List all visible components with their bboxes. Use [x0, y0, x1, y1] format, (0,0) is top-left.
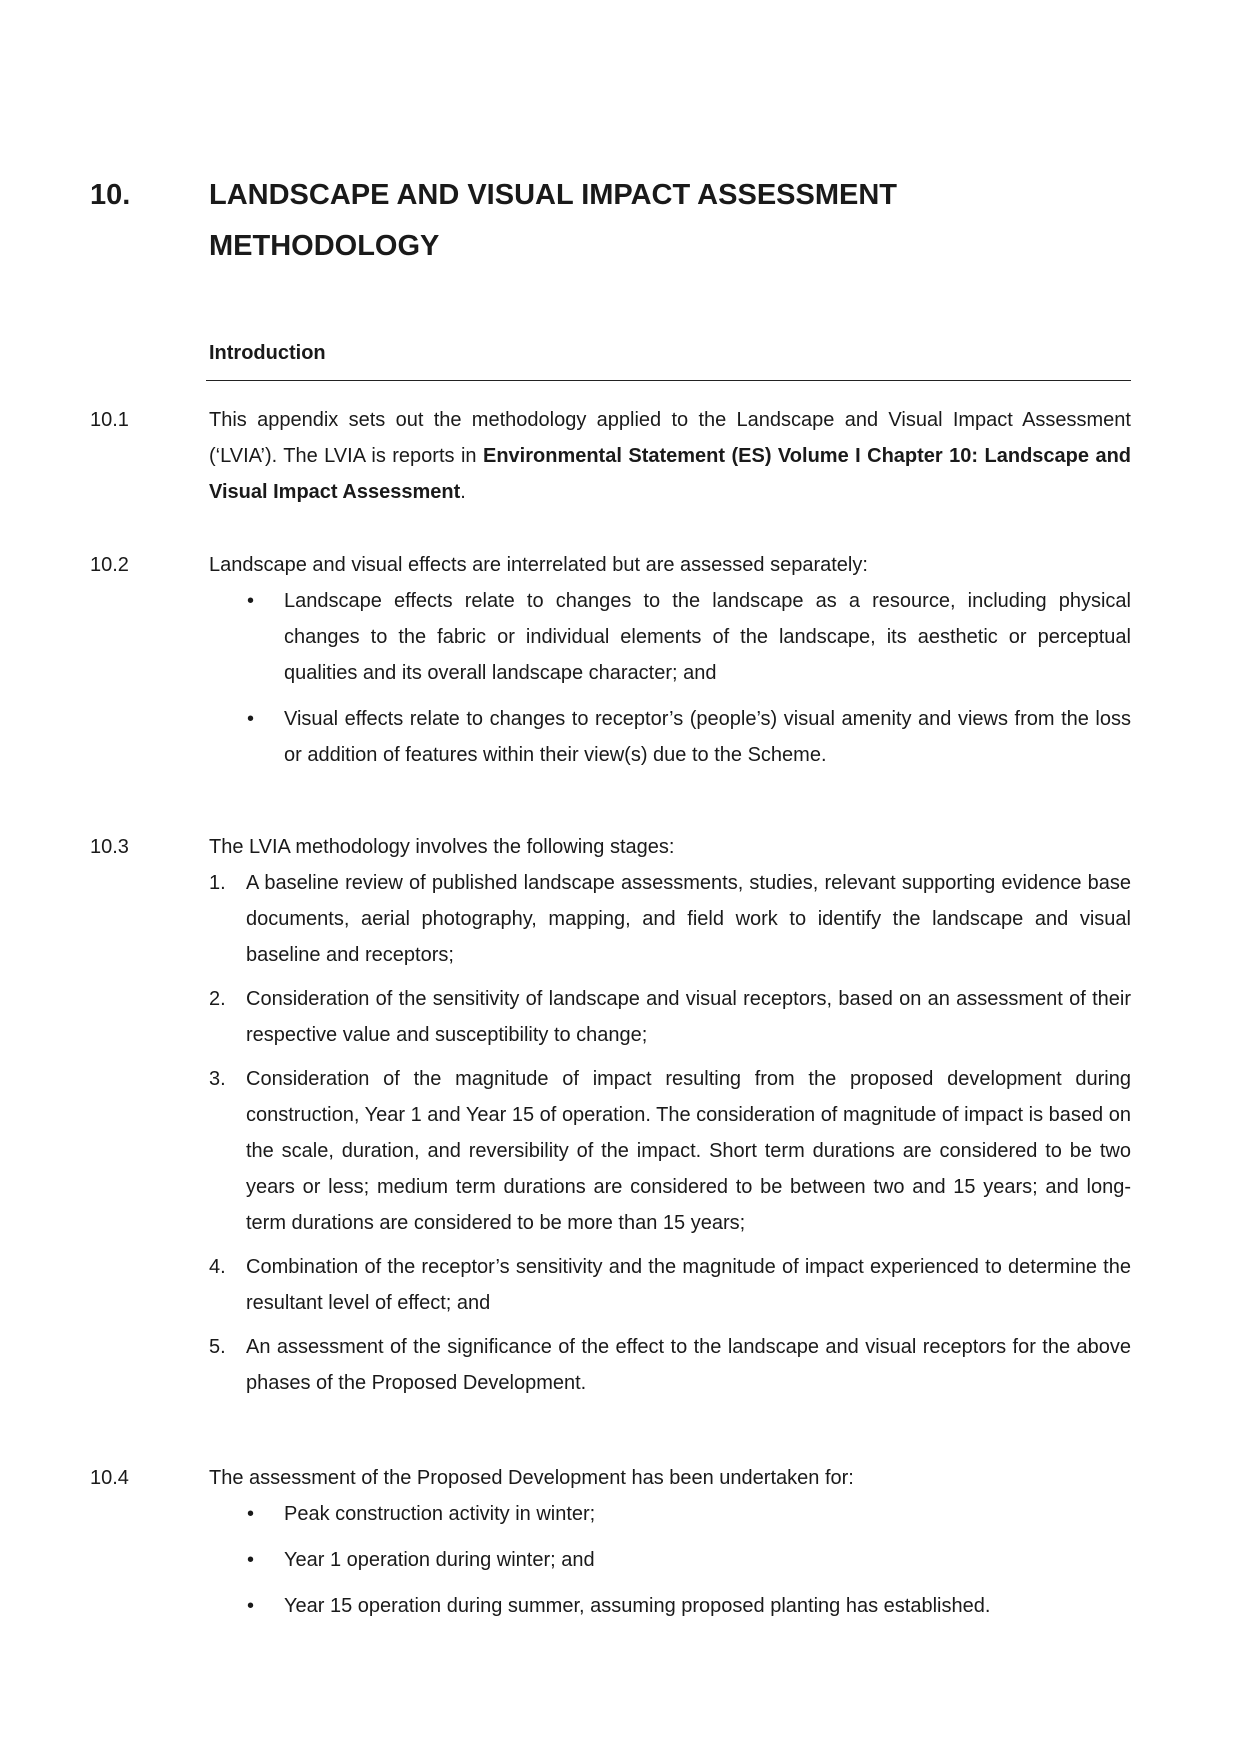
bullet-icon: • [247, 708, 255, 730]
list-index: 1. [209, 872, 226, 894]
text: . [460, 481, 466, 503]
list-item-text: A baseline review of published landscape assessments, studies, relevant supporting evidence base documents, aerial photography, mapping, and field work to identify the landscape and visual baseline and receptors; [246, 872, 1131, 966]
list-index: 2. [209, 988, 226, 1010]
list-index: 4. [209, 1256, 226, 1278]
paragraph-number: 10.2 [90, 554, 129, 576]
paragraph-intro: The LVIA methodology involves the following stages: [209, 836, 675, 858]
list-item [209, 981, 1131, 1053]
document-reference: Environmental Statement (ES) Volume I Chapter 10: Landscape and Visual Impact Assessment [209, 445, 1131, 503]
subheading-introduction: Introduction [209, 342, 326, 364]
list-item-text: Consideration of the magnitude of impact resulting from the proposed development during construction, Year 1 and Year 15 of operation. The consideration of magnitude of impact is based on the scale, duration, and reversibility of the impact. Short term durations are considered to be two years or less; medium term durations are considered to be between two and 15 years; and long-term durations are considered to be more than 15 years; [246, 1068, 1131, 1234]
list-item-text: Consideration of the sensitivity of landscape and visual receptors, based on an assessment of their respective value and susceptibility to change; [246, 988, 1131, 1046]
list-item [209, 583, 1131, 691]
paragraph-intro: Landscape and visual effects are interrelated but are assessed separately: [209, 554, 868, 576]
paragraph-number: 10.4 [90, 1467, 129, 1489]
list-item [209, 1249, 1131, 1321]
list-item [209, 1496, 1131, 1532]
list-item-text: Peak construction activity in winter; [284, 1503, 596, 1525]
list-item-text: Year 1 operation during winter; and [284, 1549, 595, 1571]
paragraph-number: 10.1 [90, 409, 129, 431]
list-item-text: Visual effects relate to changes to receptor’s (people’s) visual amenity and views from the loss or addition of features within their view(s) due to the Scheme. [284, 708, 1131, 766]
heading-title [209, 170, 897, 272]
list-item [209, 701, 1131, 773]
bullet-icon: • [247, 1549, 255, 1571]
paragraph-intro: The assessment of the Proposed Development has been undertaken for: [209, 1467, 854, 1489]
paragraph-10-2 [209, 547, 1131, 783]
list-index: 3. [209, 1068, 226, 1090]
list-item [209, 1329, 1131, 1401]
list-item [209, 865, 1131, 973]
list-item [209, 1588, 1131, 1624]
list-item [209, 1061, 1131, 1241]
bullet-icon: • [247, 590, 255, 612]
list-index: 5. [209, 1336, 226, 1358]
heading-title-line1: LANDSCAPE AND VISUAL IMPACT ASSESSMENT [209, 179, 897, 211]
list-item-text: Combination of the receptor’s sensitivity and the magnitude of impact experienced to determine the resultant level of effect; and [246, 1256, 1131, 1314]
paragraph-number: 10.3 [90, 836, 129, 858]
bullet-icon: • [247, 1595, 255, 1617]
list-item-text: Year 15 operation during summer, assuming proposed planting has established. [284, 1595, 991, 1617]
text: This appendix sets out the methodology applied to the Landscape and Visual Impact Assessment (‘LVIA’). The LVIA is reports in [209, 409, 1131, 467]
paragraph-10-4 [209, 1460, 1131, 1634]
paragraph-10-1 [209, 402, 1131, 510]
list-item-text: An assessment of the significance of the effect to the landscape and visual receptors for the above phases of the Proposed Development. [246, 1336, 1131, 1394]
heading-number: 10. [90, 179, 131, 211]
numbered-list [209, 865, 1131, 1401]
bullet-list [209, 1496, 1131, 1624]
bullet-icon: • [247, 1503, 255, 1525]
bullet-list [209, 583, 1131, 773]
list-item-text: Landscape effects relate to changes to the landscape as a resource, including physical changes to the fabric or individual elements of the landscape, its aesthetic or perceptual qualities and its overall landscape character; and [284, 590, 1131, 684]
divider [206, 380, 1131, 381]
list-item [209, 1542, 1131, 1578]
paragraph-10-3 [209, 829, 1131, 1409]
heading-title-line2: METHODOLOGY [209, 230, 440, 262]
